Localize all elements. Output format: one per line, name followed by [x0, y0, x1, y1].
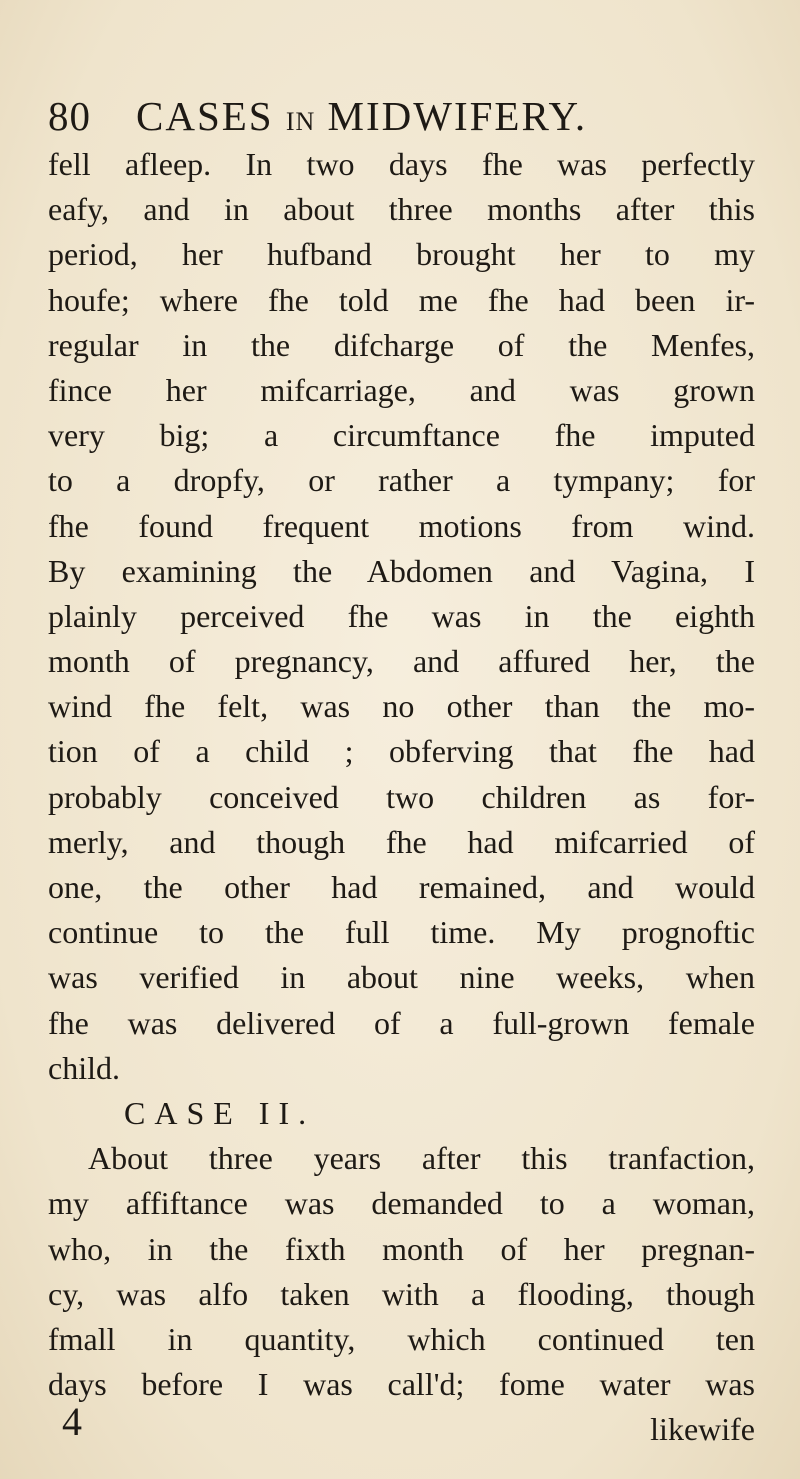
- text-line: plainly perceived fhe was in the eighth: [48, 597, 755, 634]
- text-line: tion of a child ; obferving that fhe had: [48, 733, 755, 770]
- text-line: fmall in quantity, which continued ten: [48, 1320, 755, 1357]
- signature-mark: 4: [62, 1399, 82, 1444]
- catchword: likewife: [650, 1411, 755, 1448]
- page-number: 80: [48, 93, 91, 139]
- text-line: By examining the Abdomen and Vagina, I: [48, 552, 755, 589]
- text-line: one, the other had remained, and would: [48, 869, 755, 905]
- text-line: my affiftance was demanded to a woman,: [48, 1185, 755, 1222]
- running-title-cases: CASES: [136, 93, 274, 139]
- text-line: merly, and though fhe had mifcarried of: [48, 823, 755, 860]
- body-text: [48, 142, 755, 1452]
- text-line: continue to the full time. My prognoftic: [48, 914, 755, 951]
- text-line: cy, was alfo taken with a flooding, though: [48, 1275, 755, 1312]
- text-line: child.: [48, 1049, 120, 1086]
- text-line: fince her mifcarriage, and was grown: [48, 371, 755, 408]
- text-line: About three years after this tranfaction,: [88, 1140, 755, 1177]
- text-line: period, her hufband brought her to my: [48, 236, 755, 273]
- text-line: wind fhe felt, was no other than the mo-: [48, 688, 755, 725]
- running-title-in: IN: [285, 107, 316, 136]
- running-title: [136, 92, 587, 140]
- text-line: eafy, and in about three months after this: [48, 191, 755, 228]
- text-line: to a dropfy, or rather a tympany; for: [48, 462, 755, 499]
- text-line: month of pregnancy, and affured her, the: [48, 643, 755, 680]
- text-line: houfe; where fhe told me fhe had been ir-: [48, 281, 755, 318]
- text-line: days before I was call'd; fome water was: [48, 1366, 755, 1403]
- text-line: who, in the fixth month of her pregnan-: [48, 1230, 755, 1267]
- case-heading: CASE II.: [124, 1094, 316, 1131]
- text-line: probably conceived two children as for-: [48, 778, 755, 815]
- text-line: fell afleep. In two days fhe was perfectly: [48, 146, 755, 182]
- running-title-midwifery: MIDWIFERY.: [327, 93, 588, 139]
- text-line: regular in the difcharge of the Menfes,: [48, 326, 755, 363]
- text-line: was verified in about nine weeks, when: [48, 959, 755, 996]
- text-line: fhe found frequent motions from wind.: [48, 507, 755, 544]
- text-line: very big; a circumftance fhe imputed: [48, 417, 755, 454]
- text-line: fhe was delivered of a full-grown female: [48, 1004, 755, 1041]
